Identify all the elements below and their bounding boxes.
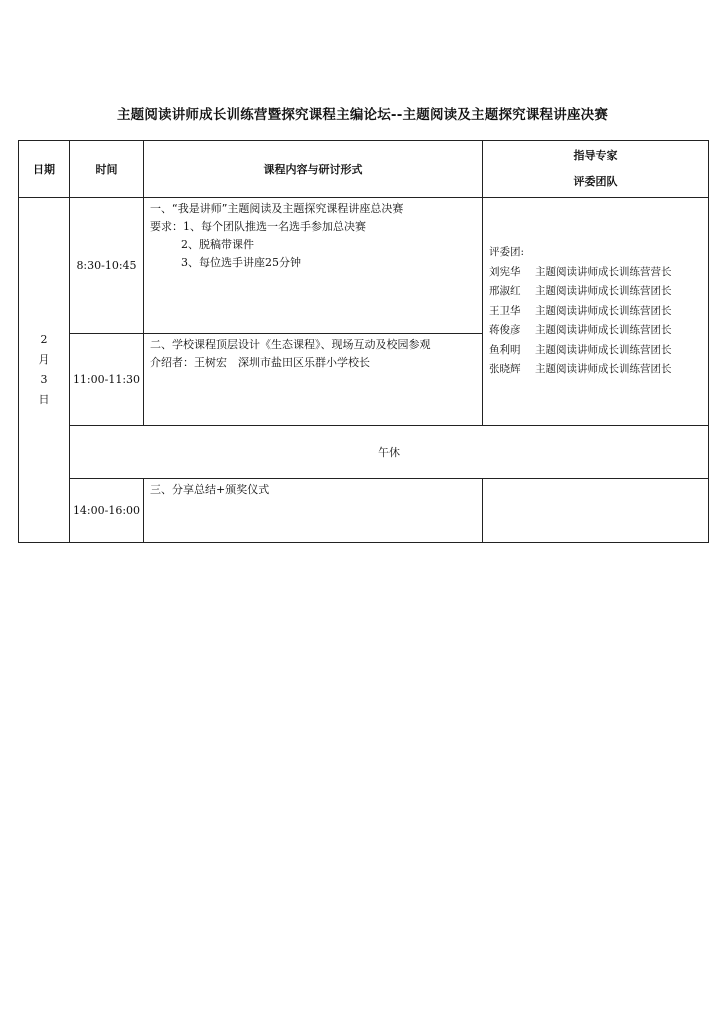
session-3-title: 三、分享总结+颁奖仪式 [150,483,270,496]
session-3-time: 14:00-16:00 [70,479,144,543]
session-row-1 [19,198,709,334]
judges-heading: 评委团: [489,246,525,259]
judge-row [489,321,702,341]
session-1-line-2: 2、脱稿带课件 [181,238,254,251]
judge-row [489,341,702,361]
session-3-experts [483,479,709,543]
date-char-1: 2 [40,333,48,346]
judge-name: 王卫华 [489,304,521,317]
lunch-break: 午休 [70,426,709,479]
date-char-4: 日 [38,393,50,406]
date-char-3: 3 [40,373,48,386]
judge-name: 邢淑红 [489,285,521,298]
judge-name: 刘宪华 [489,265,521,278]
schedule-table [18,140,709,543]
session-1-line-1: 要求：1、每个团队推选一名选手参加总决赛 [150,220,366,233]
session-1-line-3: 3、每位选手讲座25分钟 [181,256,301,269]
session-2-time: 11:00-11:30 [70,334,144,426]
header-experts-line1: 指导专家 [573,149,618,162]
judge-role: 主题阅读讲师成长训练营团长 [535,285,672,298]
date-char-2: 月 [38,353,50,366]
judges-cell [483,198,709,426]
session-2-content [144,334,483,426]
judge-role: 主题阅读讲师成长训练营团长 [535,324,672,337]
judge-name: 鱼利明 [489,343,521,356]
header-time: 时间 [70,141,144,198]
header-experts-line2: 评委团队 [573,175,618,188]
judge-role: 主题阅读讲师成长训练营团长 [535,363,672,376]
judge-row [489,282,702,302]
session-1-content [144,198,483,334]
header-experts [483,141,709,198]
session-1-time: 8:30-10:45 [70,198,144,334]
session-3-content [144,479,483,543]
session-1-title: 一、“我是讲师”主题阅读及主题探究课程讲座总决赛 [150,202,404,215]
judge-row [489,302,702,322]
judge-role: 主题阅读讲师成长训练营营长 [535,265,672,278]
judge-role: 主题阅读讲师成长训练营团长 [535,343,672,356]
session-row-3 [19,479,709,543]
session-2-line-1: 介绍者：王树宏 深圳市盐田区乐群小学校长 [150,356,370,369]
document-title: 主题阅读讲师成长训练营暨探究课程主编论坛--主题阅读及主题探究课程讲座决赛 [116,107,609,123]
judge-role: 主题阅读讲师成长训练营团长 [535,304,672,317]
judge-name: 张晓辉 [489,363,521,376]
header-row [19,141,709,198]
judge-row [489,360,702,380]
header-date: 日期 [19,141,70,198]
judge-row [489,263,702,283]
judge-name: 蒋俊彦 [489,324,521,337]
lunch-row [19,426,709,479]
date-cell [19,198,70,543]
session-2-title: 二、学校课程顶层设计《生态课程》、现场互动及校园参观 [150,338,431,351]
header-content: 课程内容与研讨形式 [144,141,483,198]
